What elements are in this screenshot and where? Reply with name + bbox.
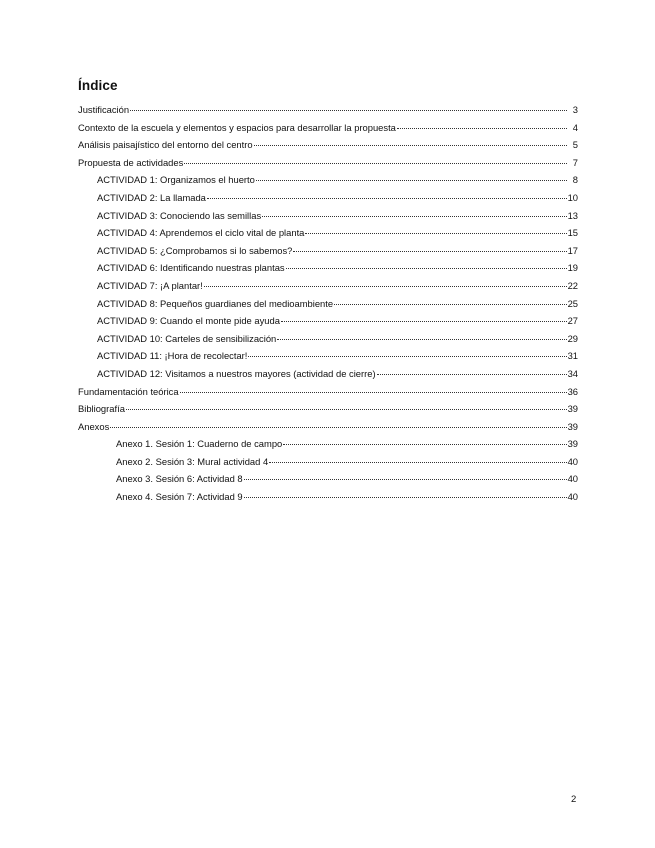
toc-entry[interactable]: [78, 192, 578, 210]
toc-entry[interactable]: [78, 139, 578, 157]
toc-entry-page: 31: [567, 350, 578, 362]
toc-entry-page: 39: [567, 403, 578, 415]
toc-dot-leader: [130, 110, 567, 111]
toc-entry-page: 4: [572, 121, 578, 133]
toc-entry[interactable]: [78, 421, 578, 439]
toc-dot-leader: [110, 427, 566, 428]
toc-entry[interactable]: [78, 403, 578, 421]
toc-entry-title: Anexo 1. Sesión 1: Cuaderno de campo: [116, 438, 283, 450]
toc-entry-page: 36: [567, 385, 578, 397]
toc-dot-leader: [254, 145, 567, 146]
toc-entry[interactable]: [78, 491, 578, 509]
toc-entry-title: Justificación: [78, 104, 130, 115]
toc-entry-title: ACTIVIDAD 4: Aprendemos el ciclo vital de planta: [97, 227, 305, 239]
toc-entry[interactable]: [78, 280, 578, 298]
toc-entry-title: Anexo 3. Sesión 6: Actividad 8: [116, 473, 243, 485]
toc-entry-title: ACTIVIDAD 6: Identificando nuestras plantas: [97, 262, 285, 274]
table-of-contents: [78, 104, 578, 509]
toc-entry[interactable]: [78, 122, 578, 140]
toc-entry[interactable]: [78, 473, 578, 491]
toc-entry[interactable]: [78, 333, 578, 351]
toc-entry-title: Bibliografía: [78, 403, 125, 415]
toc-entry-page: 5: [572, 139, 578, 151]
toc-title: Índice: [78, 78, 118, 93]
toc-entry-title: Propuesta de actividades: [78, 156, 184, 168]
toc-entry-page: 39: [567, 438, 578, 450]
toc-entry-title: ACTIVIDAD 9: Cuando el monte pide ayuda: [97, 315, 280, 327]
toc-dot-leader: [244, 497, 567, 498]
toc-dot-leader: [283, 444, 566, 445]
toc-entry[interactable]: [78, 104, 578, 122]
toc-entry[interactable]: [78, 210, 578, 228]
toc-dot-leader: [277, 339, 566, 340]
toc-entry-page: 8: [572, 174, 578, 186]
toc-entry[interactable]: [78, 298, 578, 316]
toc-entry-title: Fundamentación teórica: [78, 385, 179, 397]
toc-dot-leader: [377, 374, 567, 375]
toc-dot-leader: [248, 356, 566, 357]
toc-entry-page: 10: [567, 191, 578, 203]
toc-entry-page: 29: [567, 332, 578, 344]
toc-dot-leader: [397, 128, 567, 129]
toc-dot-leader: [184, 163, 567, 164]
toc-dot-leader: [281, 321, 567, 322]
toc-entry-page: 3: [572, 104, 578, 115]
toc-dot-leader: [244, 479, 567, 480]
toc-entry[interactable]: [78, 315, 578, 333]
toc-entry-title: ACTIVIDAD 10: Carteles de sensibilización: [97, 332, 277, 344]
toc-entry-title: ACTIVIDAD 2: La llamada: [97, 191, 206, 203]
toc-dot-leader: [126, 409, 567, 410]
toc-dot-leader: [305, 233, 566, 234]
toc-entry[interactable]: [78, 386, 578, 404]
toc-entry[interactable]: [78, 245, 578, 263]
toc-dot-leader: [180, 392, 567, 393]
toc-entry[interactable]: [78, 368, 578, 386]
toc-dot-leader: [334, 304, 566, 305]
toc-dot-leader: [204, 286, 567, 287]
toc-entry-title: ACTIVIDAD 12: Visitamos a nuestros mayores (actividad de cierre): [97, 367, 376, 379]
toc-dot-leader: [256, 180, 567, 181]
toc-entry-page: 27: [567, 315, 578, 327]
toc-entry-page: 40: [567, 491, 578, 503]
toc-entry-title: ACTIVIDAD 8: Pequeños guardianes del medioambiente: [97, 297, 334, 309]
toc-entry-page: 39: [567, 420, 578, 432]
toc-dot-leader: [207, 198, 567, 199]
toc-dot-leader: [262, 216, 566, 217]
toc-dot-leader: [269, 462, 566, 463]
toc-entry-page: 19: [567, 262, 578, 274]
toc-dot-leader: [293, 251, 566, 252]
toc-entry-page: 15: [567, 227, 578, 239]
page-number: 2: [571, 794, 577, 805]
toc-entry-page: 7: [572, 156, 578, 168]
toc-entry-page: 25: [567, 297, 578, 309]
toc-entry[interactable]: [78, 438, 578, 456]
toc-dot-leader: [286, 268, 567, 269]
toc-entry-title: ACTIVIDAD 7: ¡A plantar!: [97, 279, 203, 291]
toc-entry-page: 40: [567, 473, 578, 485]
toc-entry[interactable]: [78, 456, 578, 474]
toc-entry-page: 40: [567, 455, 578, 467]
toc-entry[interactable]: [78, 227, 578, 245]
toc-entry-title: Anexo 2. Sesión 3: Mural actividad 4: [116, 455, 269, 467]
toc-entry-title: ACTIVIDAD 5: ¿Comprobamos si lo sabemos?: [97, 244, 293, 256]
toc-entry-title: ACTIVIDAD 11: ¡Hora de recolectar!: [97, 350, 248, 362]
toc-entry-title: Anexos: [78, 420, 110, 432]
toc-entry-page: 22: [567, 279, 578, 291]
toc-entry[interactable]: [78, 157, 578, 175]
toc-entry-page: 13: [567, 209, 578, 221]
toc-entry[interactable]: [78, 350, 578, 368]
toc-entry-title: Análisis paisajístico del entorno del centro: [78, 139, 253, 151]
toc-entry-page: 17: [567, 244, 578, 256]
toc-entry-title: Anexo 4. Sesión 7: Actividad 9: [116, 491, 243, 503]
toc-entry-page: 34: [567, 367, 578, 379]
toc-entry-title: Contexto de la escuela y elementos y espacios para desarrollar la propuesta: [78, 121, 396, 133]
toc-entry[interactable]: [78, 174, 578, 192]
toc-entry-title: ACTIVIDAD 1: Organizamos el huerto: [97, 174, 255, 186]
toc-entry[interactable]: [78, 262, 578, 280]
toc-entry-title: ACTIVIDAD 3: Conociendo las semillas: [97, 209, 262, 221]
